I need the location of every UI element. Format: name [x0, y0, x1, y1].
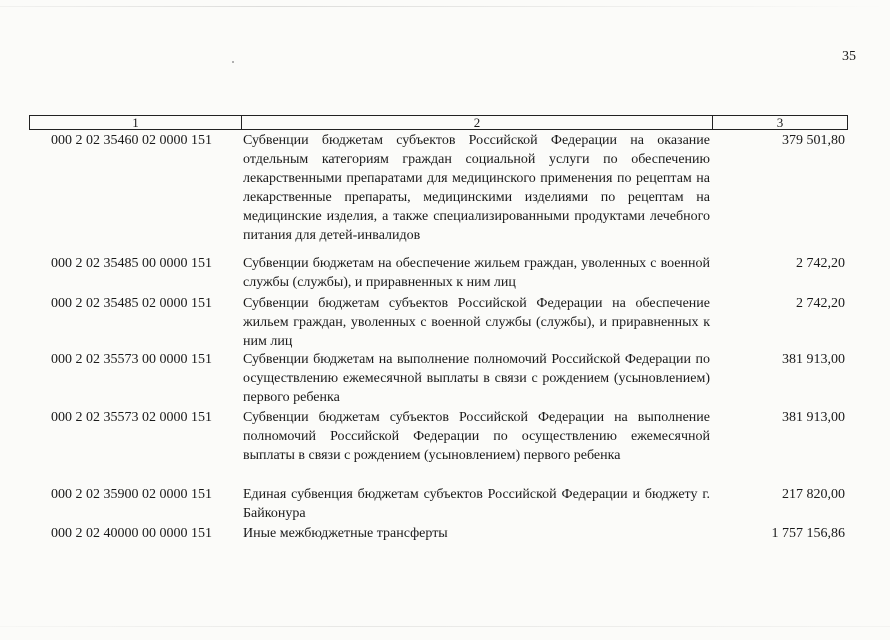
- budget-code: 000 2 02 35485 00 0000 151: [51, 256, 212, 271]
- column-header-3: 3: [776, 115, 784, 130]
- page-number: 35: [842, 49, 856, 64]
- row-description: Субвенции бюджетам субъектов Российской Федерации на обеспечение жильем граждан, уволенных с военной службы (службы), и приравненных к ним лиц: [243, 296, 710, 349]
- column-header-1: 1: [30, 116, 242, 129]
- row-amount: 381 913,00: [782, 352, 845, 367]
- budget-code: 000 2 02 35573 00 0000 151: [51, 352, 212, 367]
- row-amount: 2 742,20: [796, 256, 845, 271]
- budget-code: 000 2 02 35460 02 0000 151: [51, 133, 212, 148]
- budget-code: 000 2 02 35573 02 0000 151: [51, 410, 212, 425]
- row-amount: 381 913,00: [782, 410, 845, 425]
- row-amount: 217 820,00: [782, 487, 845, 502]
- scan-edge-bottom: [0, 626, 890, 627]
- row-description: Субвенции бюджетам на обеспечение жильем граждан, уволенных с военной службы (службы), и приравненных к ним лиц: [243, 256, 710, 290]
- column-header-2: 2: [242, 116, 713, 129]
- row-description: Иные межбюджетные трансферты: [243, 526, 448, 541]
- budget-code: 000 2 02 35485 02 0000 151: [51, 296, 212, 311]
- row-description: Субвенции бюджетам на выполнение полномочий Российской Федерации по осуществлению ежемесячной выплаты в связи с рождением (усыновлением) первого ребенка: [243, 352, 710, 405]
- table-header-row: [29, 115, 848, 130]
- scan-speck: [232, 61, 234, 63]
- row-amount: 1 757 156,86: [771, 526, 845, 541]
- row-amount: 2 742,20: [796, 296, 845, 311]
- budget-code: 000 2 02 35900 02 0000 151: [51, 487, 212, 502]
- row-description: Субвенции бюджетам субъектов Российской Федерации на выполнение полномочий Российской Федерации по осуществлению ежемесячной выплаты в связи с рождением (усыновлением) первого ребенка: [243, 410, 710, 463]
- budget-code: 000 2 02 40000 00 0000 151: [51, 526, 212, 541]
- scan-edge-top: [0, 6, 890, 7]
- row-amount: 379 501,80: [782, 133, 845, 148]
- row-description: Единая субвенция бюджетам субъектов Российской Федерации и бюджету г. Байконура: [243, 487, 710, 521]
- row-description: Субвенции бюджетам субъектов Российской Федерации на оказание отдельным категориям граждан социальной услуги по обеспечению лекарственными препаратами для медицинского применения по рецептам на лекарственные препараты, медицинскими изделиями по рецептам на медицинские изделия, а также специализированными продуктами лечебного питания для детей-инвалидов: [243, 133, 710, 243]
